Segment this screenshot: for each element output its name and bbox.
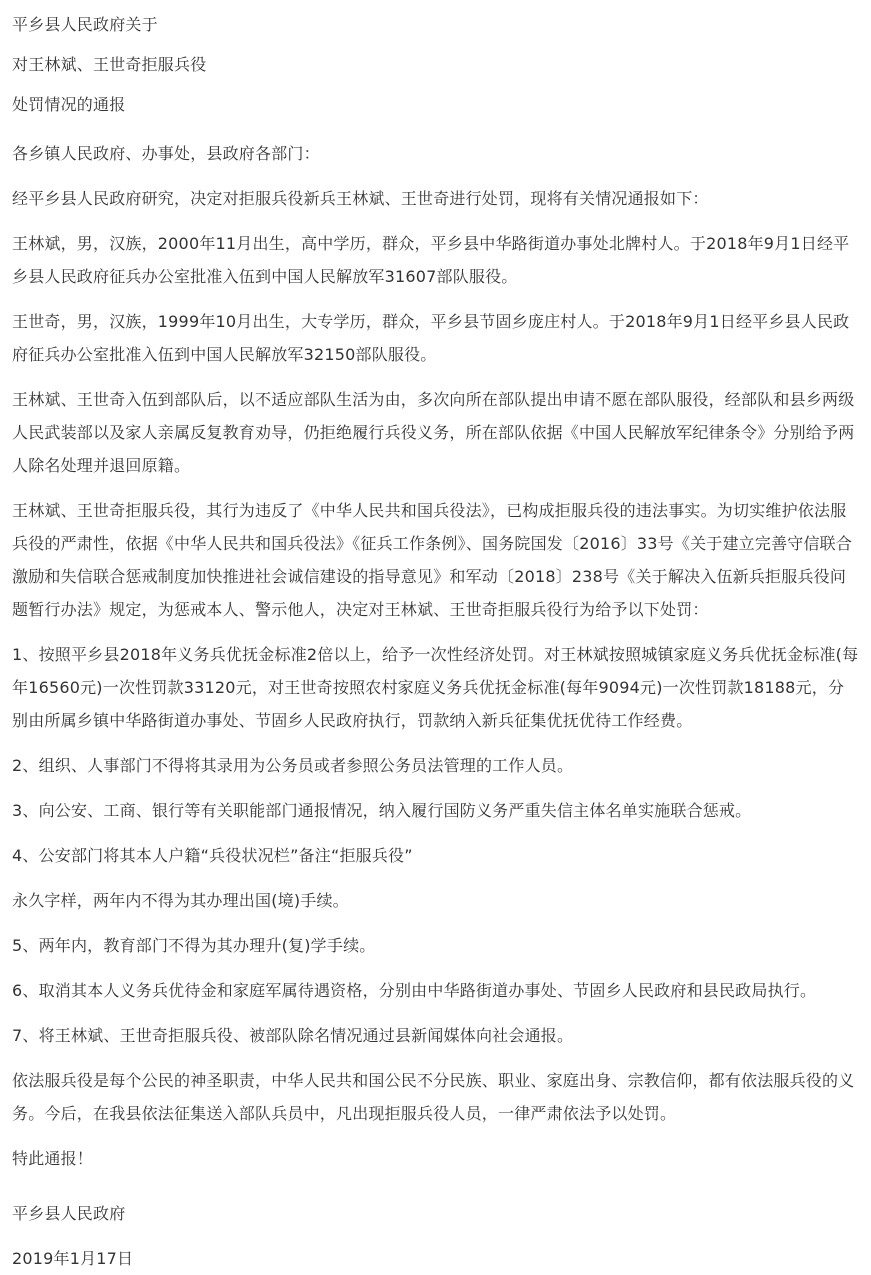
penalty-item-4: 4、公安部门将其本人户籍“兵役状况栏”备注“拒服兵役”	[12, 846, 413, 865]
title-line-2: 对王林斌、王世奇拒服兵役	[12, 55, 207, 74]
intro-paragraph: 经平乡县人民政府研究，决定对拒服兵役新兵王林斌、王世奇进行处罚，现将有关情况通报如下：	[12, 189, 709, 208]
title-line-3: 处罚情况的通报	[12, 95, 126, 114]
closing-paragraph: 依法服兵役是每个公民的神圣职责，中华人民共和国公民不分民族、职业、家庭出身、宗教信仰，都有依法服兵役的义务。今后，在我县依法征集送入部队兵员中，凡出现拒服兵役人员，一律严肃依法予以处罚。	[12, 1071, 855, 1123]
penalty-list	[12, 638, 859, 1052]
penalty-item-4-continued: 永久字样，两年内不得为其办理出国(境)手续。	[12, 891, 349, 910]
penalty-item-7: 7、将王林斌、王世奇拒服兵役、被部队除名情况通过县新闻媒体向社会通报。	[12, 1026, 574, 1045]
penalty-item-1: 1、按照平乡县2018年义务兵优抚金标准2倍以上，给予一次性经济处罚。对王林斌按照城镇家庭义务兵优抚金标准(每年16560元)一次性罚款33120元，对王世奇按照农村家庭义务兵优抚金标准(每年9094元)一次性罚款18188元，分别由所属乡镇中华路街道办事处、节固乡人民政府执行，罚款纳入新兵征集优抚优待工作经费。	[12, 645, 859, 730]
salutation: 各乡镇人民政府、办事处，县政府各部门：	[12, 144, 320, 163]
title-line-1: 平乡县人民政府关于	[12, 15, 158, 34]
penalty-item-6: 6、取消其本人义务兵优待金和家庭军属待遇资格，分别由中华路街道办事处、节固乡人民政府和县民政局执行。	[12, 981, 817, 1000]
legal-basis-paragraph: 王林斌、王世奇拒服兵役，其行为违反了《中华人民共和国兵役法》，已构成拒服兵役的违法事实。为切实维护依法服兵役的严肃性，依据《中华人民共和国兵役法》《征兵工作条例》、国务院国发〔2016〕33号《关于建立完善守信联合激励和失信联合惩戒制度加快推进社会诚信建设的指导意见》和军动〔2018〕238号《关于解决入伍新兵拒服兵役问题暂行办法》规定，为惩戒本人、警示他人，决定对王林斌、王世奇拒服兵役行为给予以下处罚：	[12, 501, 853, 619]
penalty-item-2: 2、组织、人事部门不得将其录用为公务员或者参照公务员法管理的工作人员。	[12, 756, 574, 775]
penalty-item-3: 3、向公安、工商、银行等有关职能部门通报情况，纳入履行国防义务严重失信主体名单实施联合惩戒。	[12, 801, 752, 820]
document-title	[12, 8, 859, 121]
penalty-item-5: 5、两年内，教育部门不得为其办理升(复)学手续。	[12, 936, 376, 955]
document-date: 2019年1月17日	[12, 1249, 134, 1268]
background-paragraph: 王林斌、王世奇入伍到部队后，以不适应部队生活为由，多次向所在部队提出申请不愿在部队服役，经部队和县乡两级人民武装部以及家人亲属反复教育劝导，仍拒绝履行兵役义务，所在部队依据《中国人民解放军纪律条令》分别给予两人除名处理并退回原籍。	[12, 390, 855, 475]
person-wang-shiqi-paragraph: 王世奇，男，汉族，1999年10月出生，大专学历，群众，平乡县节固乡庞庄村人。于2018年9月1日经平乡县人民政府征兵办公室批准入伍到中国人民解放军32150部队服役。	[12, 312, 850, 364]
signature: 平乡县人民政府	[12, 1204, 126, 1223]
closing-remark: 特此通报！	[12, 1149, 94, 1168]
person-wang-linbin-paragraph: 王林斌，男，汉族，2000年11月出生，高中学历，群众，平乡县中华路街道办事处北牌村人。于2018年9月1日经平乡县人民政府征兵办公室批准入伍到中国人民解放军31607部队服役。	[12, 234, 850, 286]
